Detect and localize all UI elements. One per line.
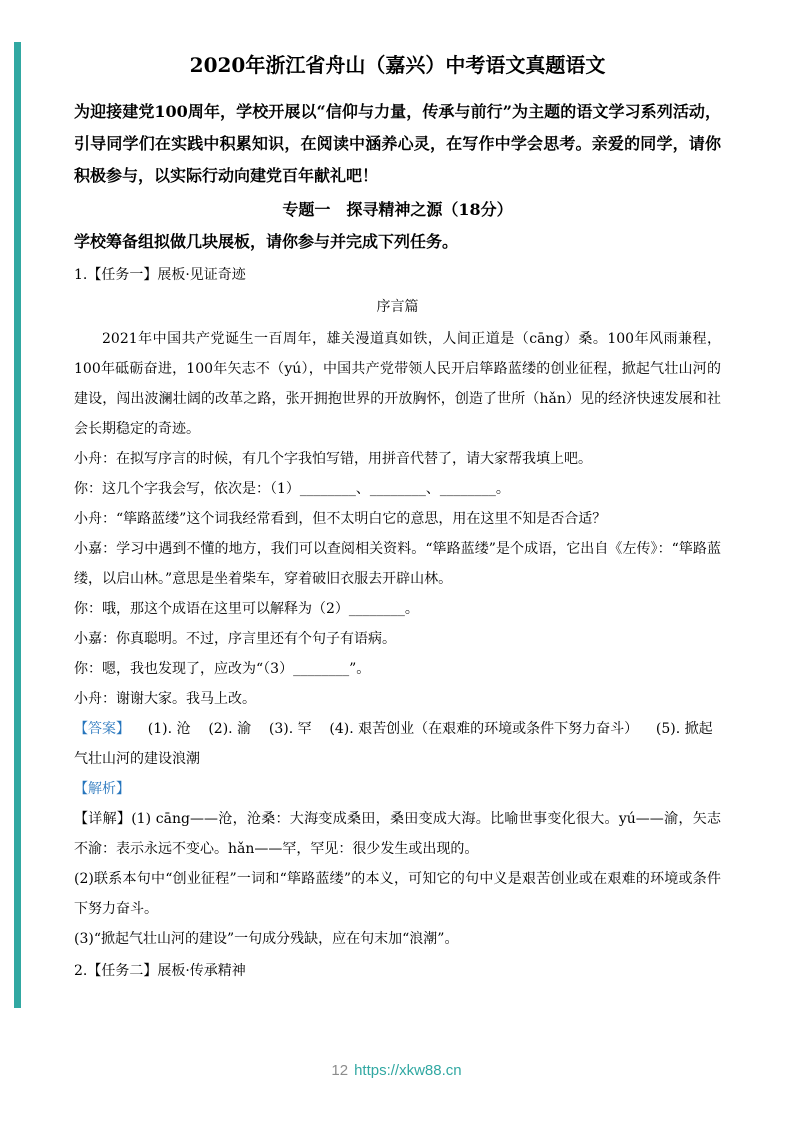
dialog-line-you-2: 你：哦，那这个成语在这里可以解释为（2）________。 [74, 601, 419, 617]
question-1-label: 1.【任务一】展板·见证奇迹 [74, 267, 246, 283]
page-number: 12 [331, 1062, 349, 1079]
detail-line-1: 【详解】(1) cāng——沧，沧桑：大海变成桑田，桑田变成大海。比喻世事变化很大。yú——渝，矢志不渝：表示永远不变心。hǎn——罕，罕见：很少发生或出现的。 [74, 811, 721, 857]
detail-section [74, 804, 721, 954]
dialog-line-xiaojia-2: 小嘉：你真聪明。不过，序言里还有个句子有语病。 [74, 631, 396, 647]
dialog-line-xiaojia-1: 小嘉：学习中遇到不懂的地方，我们可以查阅相关资料。“筚路蓝缕”是个成语，它出自《左传》：“筚路蓝缕，以启山林。”意思是坐着柴车，穿着破旧衣服去开辟山林。 [74, 541, 721, 587]
preface-body: 2021年中国共产党诞生一百周年，雄关漫道真如铁，人间正道是（cāng）桑。100年风雨兼程，100年砥砺奋进，100年矢志不（yú），中国共产党带领人民开启筚路蓝缕的创业征程，掀起气壮山河的建设，闯出波澜壮阔的改革之路，张开拥抱世界的开放胸怀，创造了世所（hǎn）见的经济快速发展和社会长期稳定的奇迹。 [74, 331, 721, 437]
task-intro: 学校筹备组拟做几块展板，请你参与并完成下列任务。 [74, 232, 459, 251]
dialog-line-you-3: 你：嗯，我也发现了，应改为“（3）________”。 [74, 661, 371, 677]
question-2-label: 2.【任务二】展板·传承精神 [74, 963, 246, 979]
dialog-line-xiaozhou-3: 小舟：谢谢大家。我马上改。 [74, 691, 256, 707]
intro-paragraph: 为迎接建党100周年，学校开展以“信仰与力量，传承与前行”为主题的语文学习系列活动，引导同学们在实践中积累知识，在阅读中涵养心灵，在写作中学会思考。亲爱的同学，请你积极参与，以实际行动向建党百年献礼吧！ [74, 102, 721, 185]
dialog-line-xiaozhou-2: 小舟：“筚路蓝缕”这个词我经常看到，但不太明白它的意思，用在这里不知是否合适？ [74, 511, 607, 527]
footer-url[interactable]: https://xkw88.cn [354, 1062, 462, 1079]
answer-line [74, 714, 721, 774]
dialog-line-you-1: 你：这几个字我会写，依次是：（1）________、________、________。 [74, 481, 510, 497]
page-title: 2020年浙江省舟山（嘉兴）中考语文真题语文 [189, 53, 606, 77]
page-footer [0, 1062, 793, 1079]
section-heading: 专题一 探寻精神之源（18分） [282, 200, 513, 219]
answer-text: (1). 沧 (2). 渝 (3). 罕 (4). 艰苦创业（在艰难的环境或条件下努力奋斗） (5). 掀起气壮山河的建设浪潮 [74, 721, 713, 767]
dialog-section [74, 444, 721, 714]
dialog-line-xiaozhou-1: 小舟：在拟写序言的时候，有几个字我怕写错，用拼音代替了，请大家帮我填上吧。 [74, 451, 592, 467]
left-accent-bar [14, 42, 21, 1008]
preface-title: 序言篇 [376, 299, 419, 315]
detail-line-3: (3)“掀起气壮山河的建设”一句成分残缺，应在句末加“浪潮”。 [74, 931, 459, 947]
detail-line-2: (2)联系本句中“创业征程”一词和“筚路蓝缕”的本义，可知它的句中义是艰苦创业或在艰难的环境或条件下努力奋斗。 [74, 871, 721, 917]
answer-label: 【答案】 [74, 721, 130, 737]
analysis-label: 【解析】 [74, 781, 130, 797]
